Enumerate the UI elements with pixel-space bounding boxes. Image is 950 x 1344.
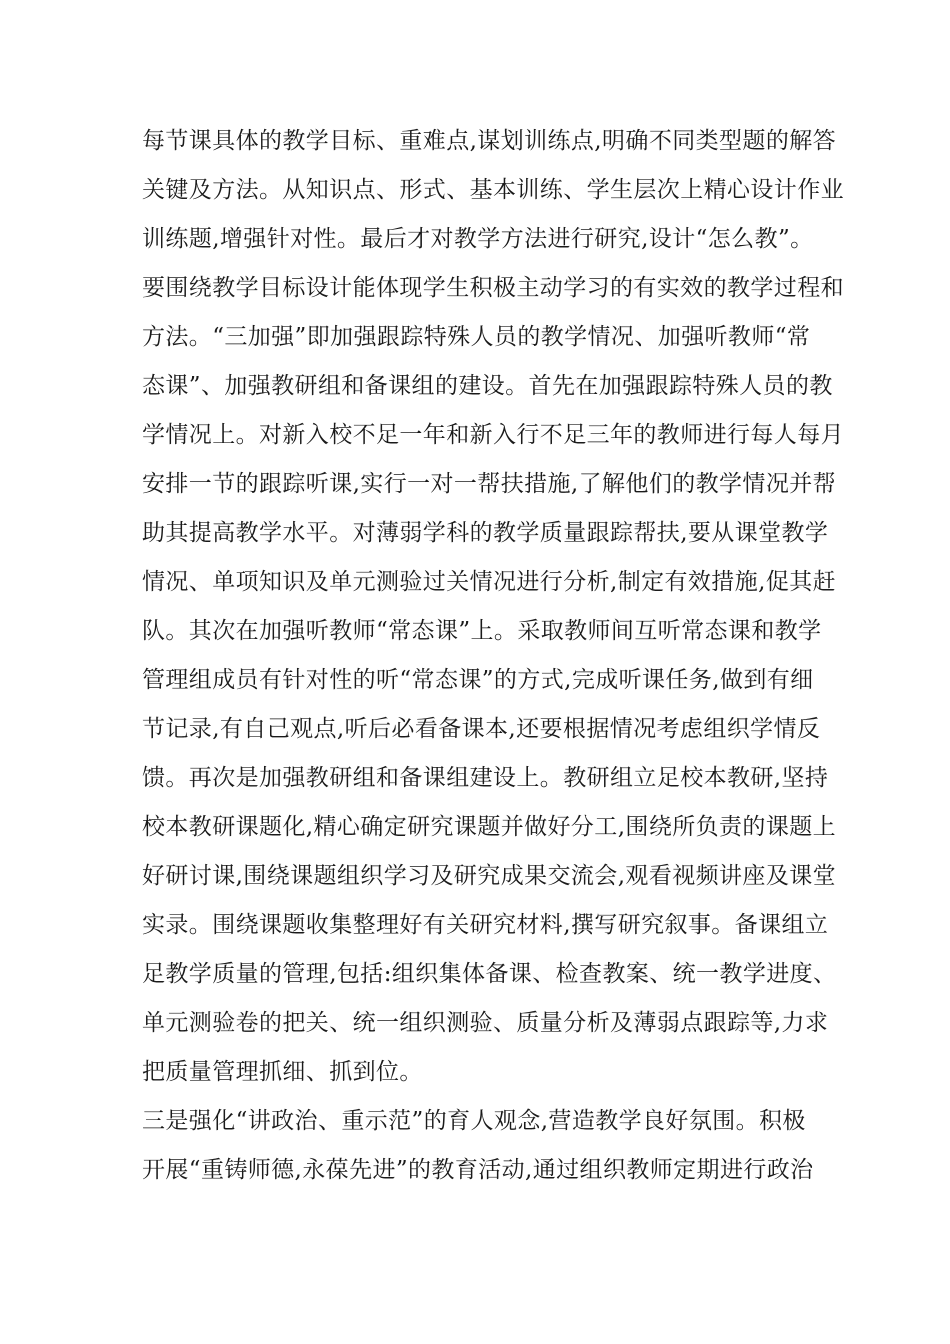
text-line: 把质量管理抓细、抓到位。 xyxy=(142,1059,423,1085)
text-line: 实录。围绕课题收集整理好有关研究材料,撰写研究叙事。备课组立 xyxy=(142,912,829,938)
text-line: 馈。再次是加强教研组和备课组建设上。教研组立足校本教研,坚持 xyxy=(142,765,829,791)
text-line: 校本教研课题化,精心确定研究课题并做好分工,围绕所负责的课题上 xyxy=(142,814,837,840)
text-line: 方法。“三加强”即加强跟踪特殊人员的教学情况、加强听教师“常 xyxy=(142,324,811,350)
text-line: 开展“重铸师德,永葆先进”的教育活动,通过组织教师定期进行政治 xyxy=(142,1157,814,1183)
text-line: 关键及方法。从知识点、形式、基本训练、学生层次上精心设计作业 xyxy=(142,177,844,203)
text-line: 三是强化“讲政治、重示范”的育人观念,营造教学良好氛围。积极 xyxy=(142,1108,806,1134)
text-line: 每节课具体的教学目标、重难点,谋划训练点,明确不同类型题的解答 xyxy=(142,128,837,154)
text-line: 安排一节的跟踪听课,实行一对一帮扶措施,了解他们的教学情况并帮 xyxy=(142,471,837,497)
text-line: 管理组成员有针对性的听“常态课”的方式,完成听课任务,做到有细 xyxy=(142,667,814,693)
text-line: 单元测验卷的把关、统一组织测验、质量分析及薄弱点跟踪等,力求 xyxy=(142,1010,829,1036)
text-line: 好研讨课,围绕课题组织学习及研究成果交流会,观看视频讲座及课堂 xyxy=(142,863,837,889)
text-line: 情况、单项知识及单元测验过关情况进行分析,制定有效措施,促其赶 xyxy=(142,569,837,595)
text-line: 要围绕教学目标设计能体现学生积极主动学习的有实效的教学过程和 xyxy=(142,275,844,301)
text-line: 足教学质量的管理,包括:组织集体备课、检查教案、统一教学进度、 xyxy=(142,961,837,987)
text-line: 队。其次在加强听教师“常态课”上。采取教师间互听常态课和教学 xyxy=(142,618,822,644)
text-line: 训练题,增强针对性。最后才对教学方法进行研究,设计“怎么教”。 xyxy=(142,226,814,252)
text-line: 学情况上。对新入校不足一年和新入行不足三年的教师进行每人每月 xyxy=(142,422,844,448)
text-line: 态课”、加强教研组和备课组的建设。首先在加强跟踪特殊人员的教 xyxy=(142,373,833,399)
text-line: 助其提高教学水平。对薄弱学科的教学质量跟踪帮扶,要从课堂教学 xyxy=(142,520,829,546)
text-line: 节记录,有自己观点,听后必看备课本,还要根据情况考虑组织学情反 xyxy=(142,716,821,742)
body-text xyxy=(142,117,844,1195)
